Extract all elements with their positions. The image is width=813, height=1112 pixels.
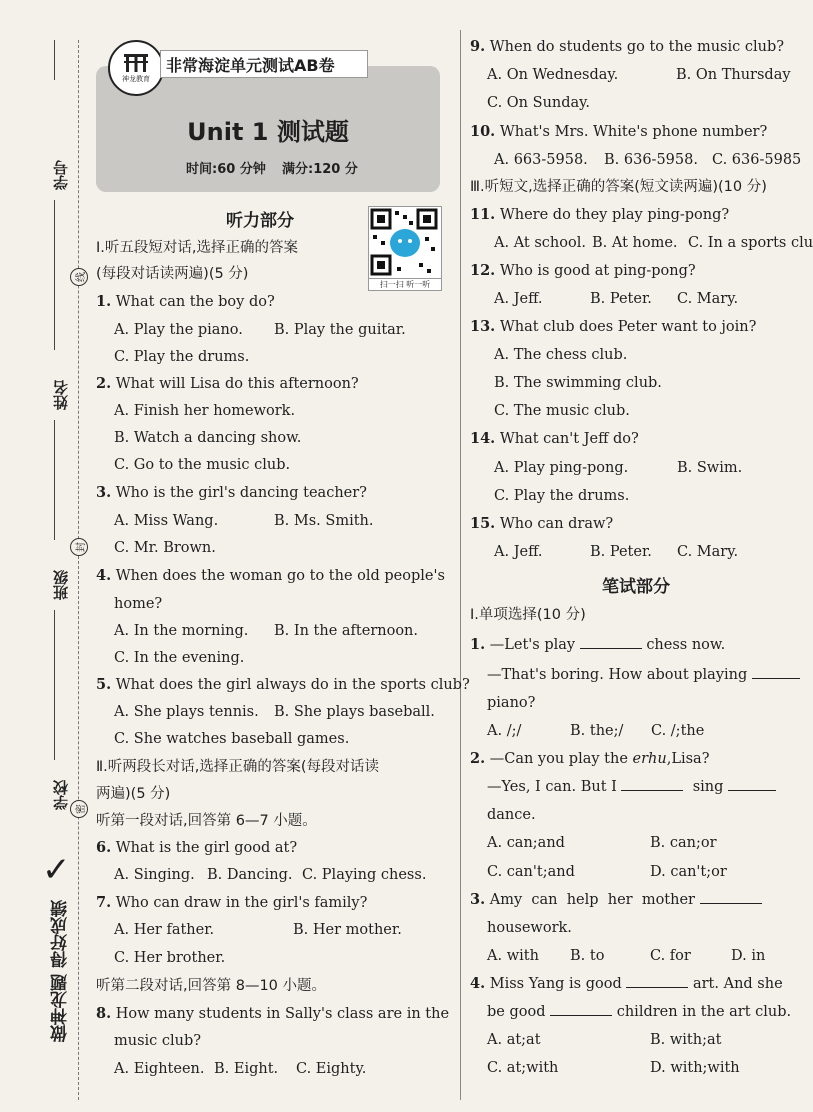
answer-blank[interactable]: [621, 778, 683, 791]
w4-option-b[interactable]: B. with;at: [650, 1032, 722, 1048]
listening-part2-title: Ⅱ.听两段长对话,选择正确的答案(每段对话读: [96, 759, 380, 775]
q6-option-a[interactable]: A. Singing.: [114, 867, 195, 883]
time-label: 时间:60 分钟: [186, 162, 266, 177]
question-7: 7. Who can draw in the girl's family?: [96, 894, 368, 911]
qr-caption: 扫一扫 听一听: [368, 278, 442, 291]
q13-option-c[interactable]: C. The music club.: [494, 403, 630, 419]
writing-question-2: 2. —Can you play the erhu,Lisa?: [470, 750, 710, 767]
q2-option-a[interactable]: A. Finish her homework.: [114, 403, 296, 419]
q10-option-a[interactable]: A. 663-5958.: [494, 152, 588, 168]
q12-option-b[interactable]: B. Peter.: [590, 291, 652, 307]
q11-option-a[interactable]: A. At school.: [494, 235, 586, 251]
q4-option-c[interactable]: C. In the evening.: [114, 650, 245, 666]
question-10: 10. What's Mrs. White's phone number?: [470, 123, 768, 140]
margin-class-label: 班级: [52, 570, 70, 600]
q9-option-c[interactable]: C. On Sunday.: [487, 95, 591, 111]
question-6: 6. What is the girl good at?: [96, 839, 298, 856]
question-11: 11. Where do they play ping-pong?: [470, 206, 730, 223]
margin-school-label: 学校: [52, 780, 70, 810]
q1-option-c[interactable]: C. Play the drums.: [114, 349, 250, 365]
seal-mark-seal: 封: [70, 538, 88, 556]
writing-question-2-line2: —Yes, I can. But I sing: [487, 778, 776, 796]
score-label: 满分:120 分: [282, 162, 358, 177]
margin-name-label: 姓名: [52, 380, 70, 410]
margin-divider-line: [78, 40, 79, 1100]
q14-option-a[interactable]: A. Play ping-pong.: [494, 460, 629, 476]
question-12: 12. Who is good at ping-pong?: [470, 262, 696, 279]
q10-option-b[interactable]: B. 636-5958.: [604, 152, 698, 168]
listening-part2-title-cont: 两遍)(5 分): [96, 786, 171, 802]
q4-option-b[interactable]: B. In the afternoon.: [274, 623, 419, 639]
w1-option-a[interactable]: A. /;/: [487, 723, 522, 739]
q2-option-b[interactable]: B. Watch a dancing show.: [114, 430, 302, 446]
w2-option-d[interactable]: D. can't;or: [650, 864, 727, 880]
q3-option-a[interactable]: A. Miss Wang.: [114, 513, 219, 529]
q8-option-b[interactable]: B. Eight.: [214, 1061, 279, 1077]
writing-question-4-line2: be good children in the art club.: [487, 1004, 792, 1020]
q5-option-c[interactable]: C. She watches baseball games.: [114, 731, 350, 747]
q1-option-a[interactable]: A. Play the piano.: [114, 322, 243, 338]
listening-part3-title: Ⅲ.听短文,选择正确的答案(短文读两遍)(10 分): [470, 179, 767, 195]
q13-option-a[interactable]: A. The chess club.: [494, 347, 628, 363]
q7-option-a[interactable]: A. Her father.: [114, 922, 215, 938]
margin-id-label: 学号: [52, 160, 70, 190]
answer-blank[interactable]: [580, 636, 642, 649]
question-1: 1. What can the boy do?: [96, 293, 275, 310]
answer-blank[interactable]: [728, 778, 776, 791]
question-3: 3. Who is the girl's dancing teacher?: [96, 484, 367, 501]
writing-question-1-line3: piano?: [487, 695, 536, 711]
writing-question-1-line2: —That's boring. How about playing: [487, 666, 800, 684]
answer-blank[interactable]: [626, 975, 688, 988]
q11-option-b[interactable]: B. At home.: [592, 235, 678, 251]
q6-option-b[interactable]: B. Dancing.: [207, 867, 293, 883]
w4-option-a[interactable]: A. at;at: [487, 1032, 541, 1048]
listening-part1-title: Ⅰ.听五段短对话,选择正确的答案: [96, 240, 298, 256]
q3-option-b[interactable]: B. Ms. Smith.: [274, 513, 374, 529]
answer-blank[interactable]: [700, 891, 762, 904]
answer-blank[interactable]: [752, 666, 800, 679]
q14-option-c[interactable]: C. Play the drums.: [494, 488, 630, 504]
writing-heading: 笔试部分: [602, 577, 670, 597]
w3-option-d[interactable]: D. in: [731, 948, 766, 964]
dialog-1-instruction: 听第一段对话,回答第 6—7 小题。: [96, 813, 317, 829]
q6-option-c[interactable]: C. Playing chess.: [302, 867, 427, 883]
q5-option-a[interactable]: A. She plays tennis.: [114, 704, 259, 720]
w2-option-b[interactable]: B. can;or: [650, 835, 717, 851]
q9-option-a[interactable]: A. On Wednesday.: [487, 67, 619, 83]
answer-blank[interactable]: [550, 1003, 612, 1016]
writing-question-2-line3: dance.: [487, 807, 536, 823]
q7-option-c[interactable]: C. Her brother.: [114, 950, 226, 966]
seal-mark-secret: 密: [70, 800, 88, 818]
question-13: 13. What club does Peter want to join?: [470, 318, 757, 335]
w3-option-a[interactable]: A. with: [487, 948, 539, 964]
writing-question-3: 3. Amy can help her mother: [470, 891, 762, 909]
listening-part1-note: (每段对话读两遍)(5 分): [96, 266, 249, 282]
question-4-cont: home?: [114, 596, 163, 612]
margin-line-top: [54, 40, 55, 80]
q5-option-b[interactable]: B. She plays baseball.: [274, 704, 435, 720]
unit-title: Unit 1 测试题: [187, 118, 349, 146]
writing-part1-title: Ⅰ.单项选择(10 分): [470, 607, 586, 623]
w4-option-c[interactable]: C. at;with: [487, 1060, 559, 1076]
gate-icon: [123, 52, 149, 74]
q1-option-b[interactable]: B. Play the guitar.: [274, 322, 406, 338]
margin-class-line: [54, 420, 55, 540]
q2-option-c[interactable]: C. Go to the music club.: [114, 457, 291, 473]
question-14: 14. What can't Jeff do?: [470, 430, 639, 447]
qr-code-icon: [369, 207, 439, 277]
w3-option-b[interactable]: B. to: [570, 948, 605, 964]
margin-slogan: 做神龙题 得好成绩: [51, 900, 71, 1042]
dialog-2-instruction: 听第二段对话,回答第 8—10 小题。: [96, 978, 327, 994]
w2-option-a[interactable]: A. can;and: [487, 835, 565, 851]
w3-option-c[interactable]: C. for: [650, 948, 691, 964]
question-4: 4. When does the woman go to the old people's: [96, 567, 445, 584]
q11-option-c[interactable]: C. In a sports clu: [688, 235, 813, 251]
margin-check-mark: ✓: [42, 850, 71, 890]
q12-option-c[interactable]: C. Mary.: [677, 291, 739, 307]
margin-name-line: [54, 200, 55, 350]
q8-option-a[interactable]: A. Eighteen.: [114, 1061, 205, 1077]
q8-option-c[interactable]: C. Eighty.: [296, 1061, 367, 1077]
w1-option-c[interactable]: C. /;the: [651, 723, 705, 739]
w1-option-b[interactable]: B. the;/: [570, 723, 624, 739]
listening-heading: 听力部分: [226, 211, 294, 231]
q3-option-c[interactable]: C. Mr. Brown.: [114, 540, 216, 556]
writing-question-3-line3: housework.: [487, 920, 572, 936]
q4-option-a[interactable]: A. In the morning.: [114, 623, 249, 639]
q15-option-a[interactable]: A. Jeff.: [494, 544, 543, 560]
question-2: 2. What will Lisa do this afternoon?: [96, 375, 359, 392]
brand-logo: [108, 40, 164, 96]
seal-mark-line: 线: [70, 268, 88, 286]
question-15: 15. Who can draw?: [470, 515, 614, 532]
question-8-cont: music club?: [114, 1033, 202, 1049]
writing-question-4: 4. Miss Yang is good art. And she: [470, 975, 783, 992]
q15-option-c[interactable]: C. Mary.: [677, 544, 739, 560]
q10-option-c[interactable]: C. 636-5985: [712, 152, 802, 168]
question-8: 8. How many students in Sally's class are in the: [96, 1005, 450, 1022]
question-5: 5. What does the girl always do in the sports club?: [96, 676, 470, 693]
column-divider: [460, 30, 461, 1100]
w4-option-d[interactable]: D. with;with: [650, 1060, 740, 1076]
margin-school-line: [54, 610, 55, 760]
q15-option-b[interactable]: B. Peter.: [590, 544, 652, 560]
writing-question-1: 1. —Let's play chess now.: [470, 636, 726, 653]
q13-option-b[interactable]: B. The swimming club.: [494, 375, 662, 391]
w2-option-c[interactable]: C. can't;and: [487, 864, 575, 880]
q9-option-b[interactable]: B. On Thursday: [676, 67, 791, 83]
brand-name: 神龙教育: [122, 75, 150, 83]
q12-option-a[interactable]: A. Jeff.: [494, 291, 543, 307]
qr-code: [368, 206, 442, 280]
question-9: 9. When do students go to the music club?: [470, 38, 785, 55]
q14-option-b[interactable]: B. Swim.: [677, 460, 743, 476]
q7-option-b[interactable]: B. Her mother.: [293, 922, 402, 938]
series-title: 非常海淀单元测试AB卷: [166, 56, 335, 75]
